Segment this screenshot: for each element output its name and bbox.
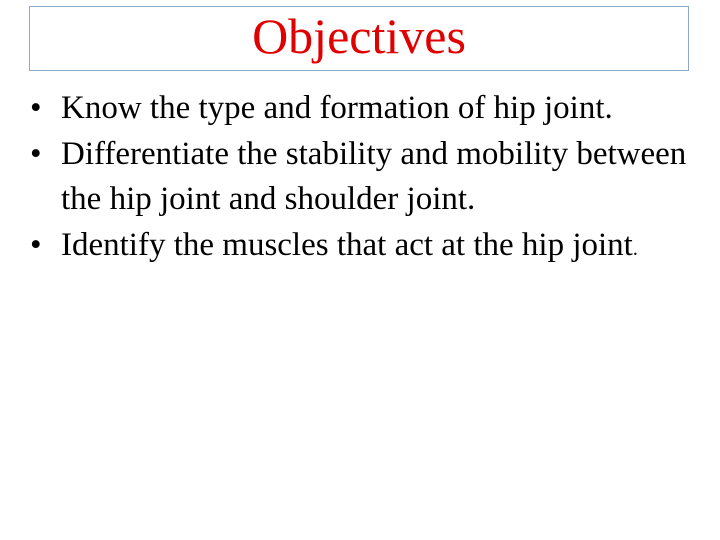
list-item bbox=[30, 132, 700, 223]
title-box bbox=[29, 6, 689, 71]
list-item bbox=[30, 223, 700, 273]
slide-title: Objectives bbox=[252, 8, 466, 64]
objective-text-main: Identify the muscles that act at the hip joint bbox=[61, 226, 633, 263]
list-item bbox=[30, 86, 700, 132]
objective-text: Differentiate the stability and mobility between the hip joint and shoulder joint. bbox=[61, 135, 687, 217]
bullet-icon: • bbox=[30, 226, 42, 263]
bullet-icon: • bbox=[30, 90, 42, 126]
objective-text-period: . bbox=[632, 237, 638, 260]
bullet-icon: • bbox=[30, 135, 42, 172]
objectives-list bbox=[30, 86, 700, 272]
objective-text: Know the type and formation of hip joint. bbox=[61, 90, 613, 126]
objective-text bbox=[61, 223, 700, 273]
